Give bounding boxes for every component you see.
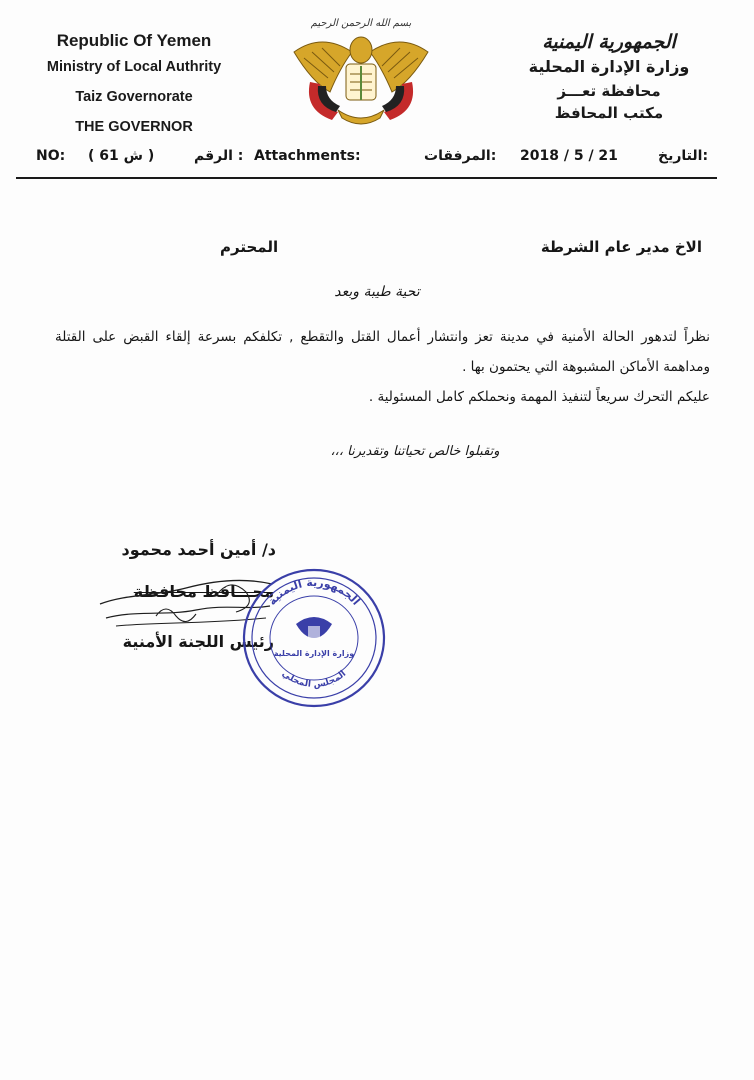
arabic-letterhead — [504, 30, 714, 124]
governorate-name-ar: محافظة تعـــز — [557, 82, 661, 100]
country-name-en: Republic Of Yemen — [56, 31, 212, 50]
number-label-en: NO: — [36, 148, 66, 164]
basmala: بسم الله الرحمن الرحيم — [310, 18, 412, 29]
english-letterhead — [18, 30, 250, 142]
governorate-name-en: Taiz Governorate — [75, 89, 193, 105]
yemen-emblem-icon — [282, 12, 440, 134]
date-label-ar: التاريخ: — [658, 148, 709, 164]
svg-text:المجلس المحلي: المجلس المحلي — [279, 668, 349, 691]
signatory-title: محـــافظ محافظة — [133, 582, 274, 601]
greeting: تحية طيبة وبعد — [334, 284, 420, 300]
header-divider — [16, 177, 717, 179]
ministry-name-ar: وزارة الإدارة المحلية — [528, 57, 690, 76]
country-name-ar: الجمهورية اليمنية — [542, 31, 676, 53]
closing-line: وتقبلوا خالص تحياتنا وتقديرنا ،،، — [330, 444, 500, 459]
body-paragraph-2: عليكم التحرك سريعاً لتنفيذ المهمة ونحملكم كامل المسئولية . — [368, 389, 710, 405]
attachments-label-en: Attachments: — [254, 148, 361, 164]
ministry-name-en: Ministry of Local Authrity — [46, 59, 222, 75]
svg-text:الجمهورية اليمنية: الجمهورية اليمنية — [265, 575, 363, 608]
office-name-en: THE GOVERNOR — [75, 119, 193, 135]
body-paragraph-1: نظراً لتدهور الحالة الأمنية في مدينة تعز وانتشار أعمال القتل والتقطع , تكلفكم بسرعة إلقاء القبض على القتلة ومداهمة الأماكن المشبوهة التي يحتمون بها . — [55, 329, 710, 375]
honorific: المحترم — [220, 238, 279, 256]
number-label-ar: الرقم : — [194, 148, 244, 164]
addressee: الاخ مدير عام الشرطة — [540, 238, 702, 256]
official-stamp — [240, 566, 388, 710]
letter-date: 2018 / 5 / 21 — [520, 148, 618, 164]
reference-number: ( ش 61 ) — [88, 148, 155, 164]
svg-text:وزارة الإدارة المحلية: وزارة الإدارة المحلية — [273, 649, 355, 658]
office-name-ar: مكتب المحافظ — [554, 104, 664, 122]
signatory-subtitle: رئيس اللجنة الأمنية — [122, 632, 274, 651]
attachments-label-ar: المرفقات: — [424, 148, 497, 164]
reference-bar — [20, 148, 717, 176]
signatory-name: د/ أمين أحمد محمود — [121, 540, 276, 559]
